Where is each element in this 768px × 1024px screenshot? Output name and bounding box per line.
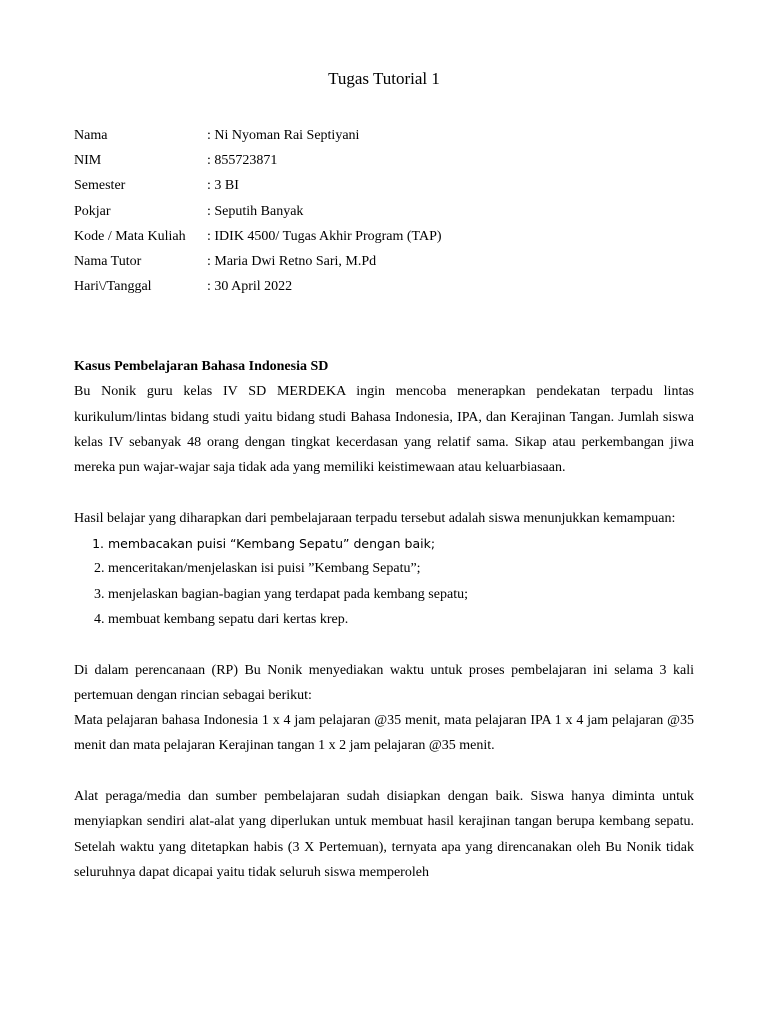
paragraph-schedule: Mata pelajaran bahasa Indonesia 1 x 4 jam pelajaran @35 menit, mata pelajaran IPA 1 x 4 jam pelajaran @35 menit dan mata pelajaran Kerajinan tangan 1 x 2 jam pelajaran @35 menit.	[74, 713, 694, 754]
paragraph-gap	[74, 480, 694, 505]
document-title: Tugas Tutorial 1	[328, 69, 440, 88]
list-item: 2. menceritakan/menjelaskan isi puisi ”Kembang Sepatu”;	[108, 556, 694, 581]
info-label: Nama	[74, 128, 108, 143]
info-label: Kode / Mata Kuliah	[74, 228, 186, 244]
list-item: 4. membuat kembang sepatu dari kertas krep.	[108, 607, 694, 632]
paragraph-gap	[74, 632, 694, 657]
outcomes-list	[74, 531, 694, 632]
info-value: : Ni Nyoman Rai Septiyani	[207, 128, 360, 143]
list-item: 3. menjelaskan bagian-bagian yang terdapat pada kembang sepatu;	[108, 582, 694, 607]
info-row-kode-mata-kuliah	[74, 227, 694, 252]
info-row-pokjar	[74, 202, 694, 227]
info-label: Semester	[74, 178, 126, 194]
paragraph-planning: Di dalam perencanaan (RP) Bu Nonik menyediakan waktu untuk proses pembelajaran ini selama 3 kali pertemuan dengan rincian sebagai berikut:	[74, 662, 694, 703]
info-value: : IDIK 4500/ Tugas Akhir Program (TAP)	[207, 228, 442, 244]
info-value: : Seputih Banyak	[207, 203, 304, 219]
paragraph-expected-outcomes: Hasil belajar yang diharapkan dari pembelajaraan terpadu tersebut adalah siswa menunjukkan kemampuan:	[74, 510, 676, 526]
document-body	[74, 354, 694, 885]
info-value: : 3 BI	[207, 178, 239, 194]
info-value: : Maria Dwi Retno Sari, M.Pd	[207, 253, 377, 269]
info-label: Hari\/Tanggal	[74, 279, 152, 295]
paragraph-intro: Bu Nonik guru kelas IV SD MERDEKA ingin mencoba menerapkan pendekatan terpadu lintas kurikulum/lintas bidang studi yaitu bidang studi Bahasa Indonesia, IPA, dan Kerajinan Tangan. Jumlah siswa kelas IV sebanyak 48 orang dengan tingkat kecerdasan yang relatif sama. Sikap atau perkembangan jiwa mereka pun wajar-wajar saja tidak ada yang memiliki keistimewaan atau keluarbiasaan.	[74, 384, 694, 476]
info-table	[74, 126, 694, 302]
info-label: Pokjar	[74, 203, 111, 219]
paragraph-materials: Alat peraga/media dan sumber pembelajaran sudah disiapkan dengan baik. Siswa hanya diminta untuk menyiapkan sendiri alat-alat yang diperlukan untuk membuat hasil kerajinan tangan berupa kembang sepatu. Setelah waktu yang ditetapkan habis (3 X Pertemuan), ternyata apa yang direncanakan oleh Bu Nonik tidak seluruhnya dapat dicapai yaitu tidak seluruh siswa memperoleh	[74, 789, 694, 880]
info-row-semester	[74, 176, 694, 201]
list-item: 1. membacakan puisi “Kembang Sepatu” dengan baik;	[108, 531, 694, 556]
info-row-nama-tutor	[74, 252, 694, 277]
info-row-nim	[74, 151, 694, 176]
info-value: : 30 April 2022	[207, 279, 293, 295]
info-row-hari-tanggal	[74, 277, 694, 302]
paragraph-gap	[74, 759, 694, 784]
info-label: Nama Tutor	[74, 253, 142, 269]
info-label: NIM	[74, 153, 102, 169]
info-row-nama	[74, 126, 694, 151]
case-heading: Kasus Pembelajaran Bahasa Indonesia SD	[74, 359, 329, 374]
info-value: : 855723871	[207, 153, 278, 169]
